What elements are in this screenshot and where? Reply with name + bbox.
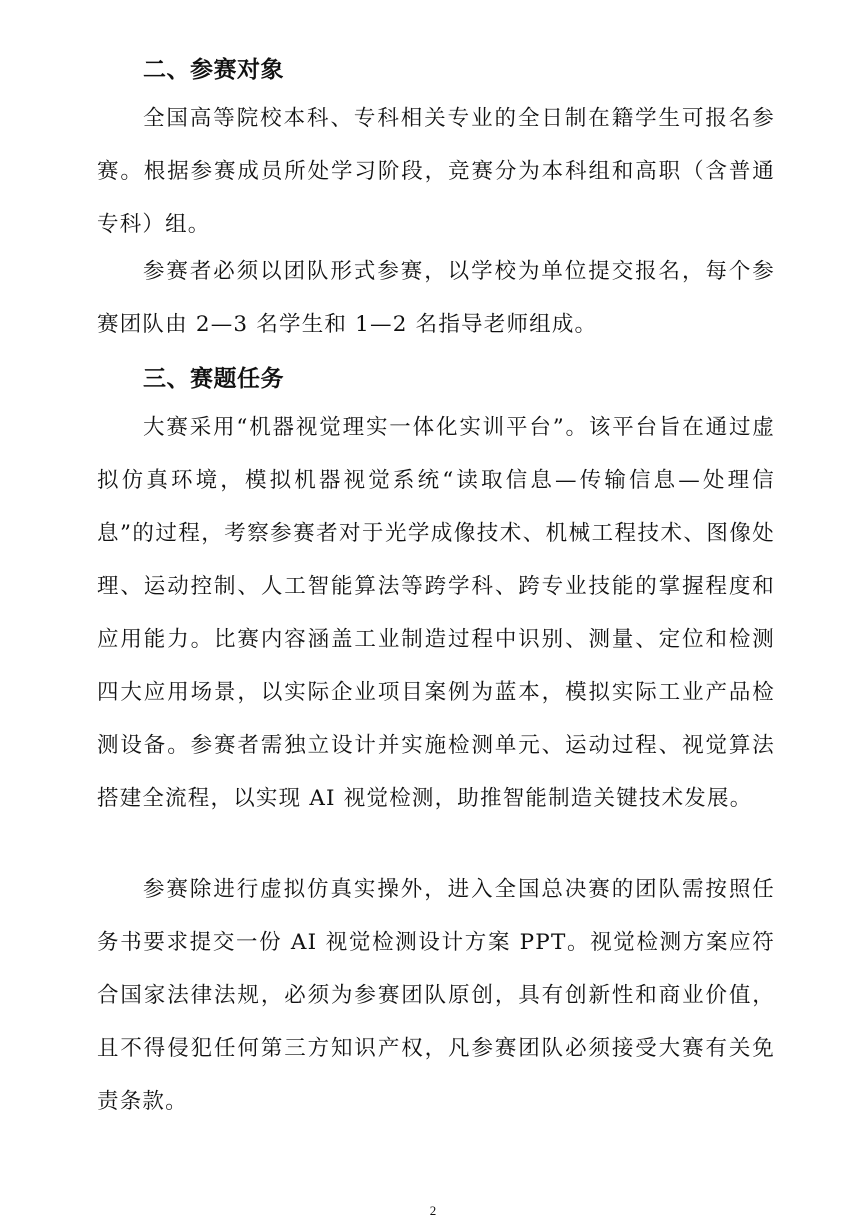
paragraph-platform-description: 大赛采用“机器视觉理实一体化实训平台”。该平台旨在通过虚拟仿真环境，模拟机器视觉系统“读取信息—传输信息—处理信息”的过程，考察参赛者对于光学成像技术、机械工程技术、图像处理、运动控制、人工智能算法等跨学科、跨专业技能的掌握程度和应用能力。比赛内容涵盖工业制造过程中识别、测量、定位和检测四大应用场景，以实际企业项目案例为蓝本，模拟实际工业产品检测设备。参赛者需独立设计并实施检测单元、运动过程、视觉算法搭建全流程，以实现 AI 视觉检测，助推智能制造关键技术发展。 bbox=[97, 415, 775, 811]
page-number: 2 bbox=[429, 1203, 437, 1218]
paragraph-eligibility: 全国高等院校本科、专科相关专业的全日制在籍学生可报名参赛。根据参赛成员所处学习阶段，竞赛分为本科组和高职（含普通专科）组。 bbox=[97, 106, 775, 237]
paragraph-team-composition: 参赛者必须以团队形式参赛，以学校为单位提交报名，每个参赛团队由 2—3 名学生和 1—2 名指导老师组成。 bbox=[97, 259, 775, 337]
section-heading-tasks: 三、赛题任务 bbox=[143, 366, 284, 392]
paragraph-ppt-requirement: 参赛除进行虚拟仿真实操外，进入全国总决赛的团队需按照任务书要求提交一份 AI 视觉检测设计方案 PPT。视觉检测方案应符合国家法律法规，必须为参赛团队原创，具有创新性和商业价值，且不得侵犯任何第三方知识产权，凡参赛团队必须接受大赛有关免责条款。 bbox=[97, 877, 775, 1114]
section-heading-participants: 二、参赛对象 bbox=[143, 57, 284, 83]
